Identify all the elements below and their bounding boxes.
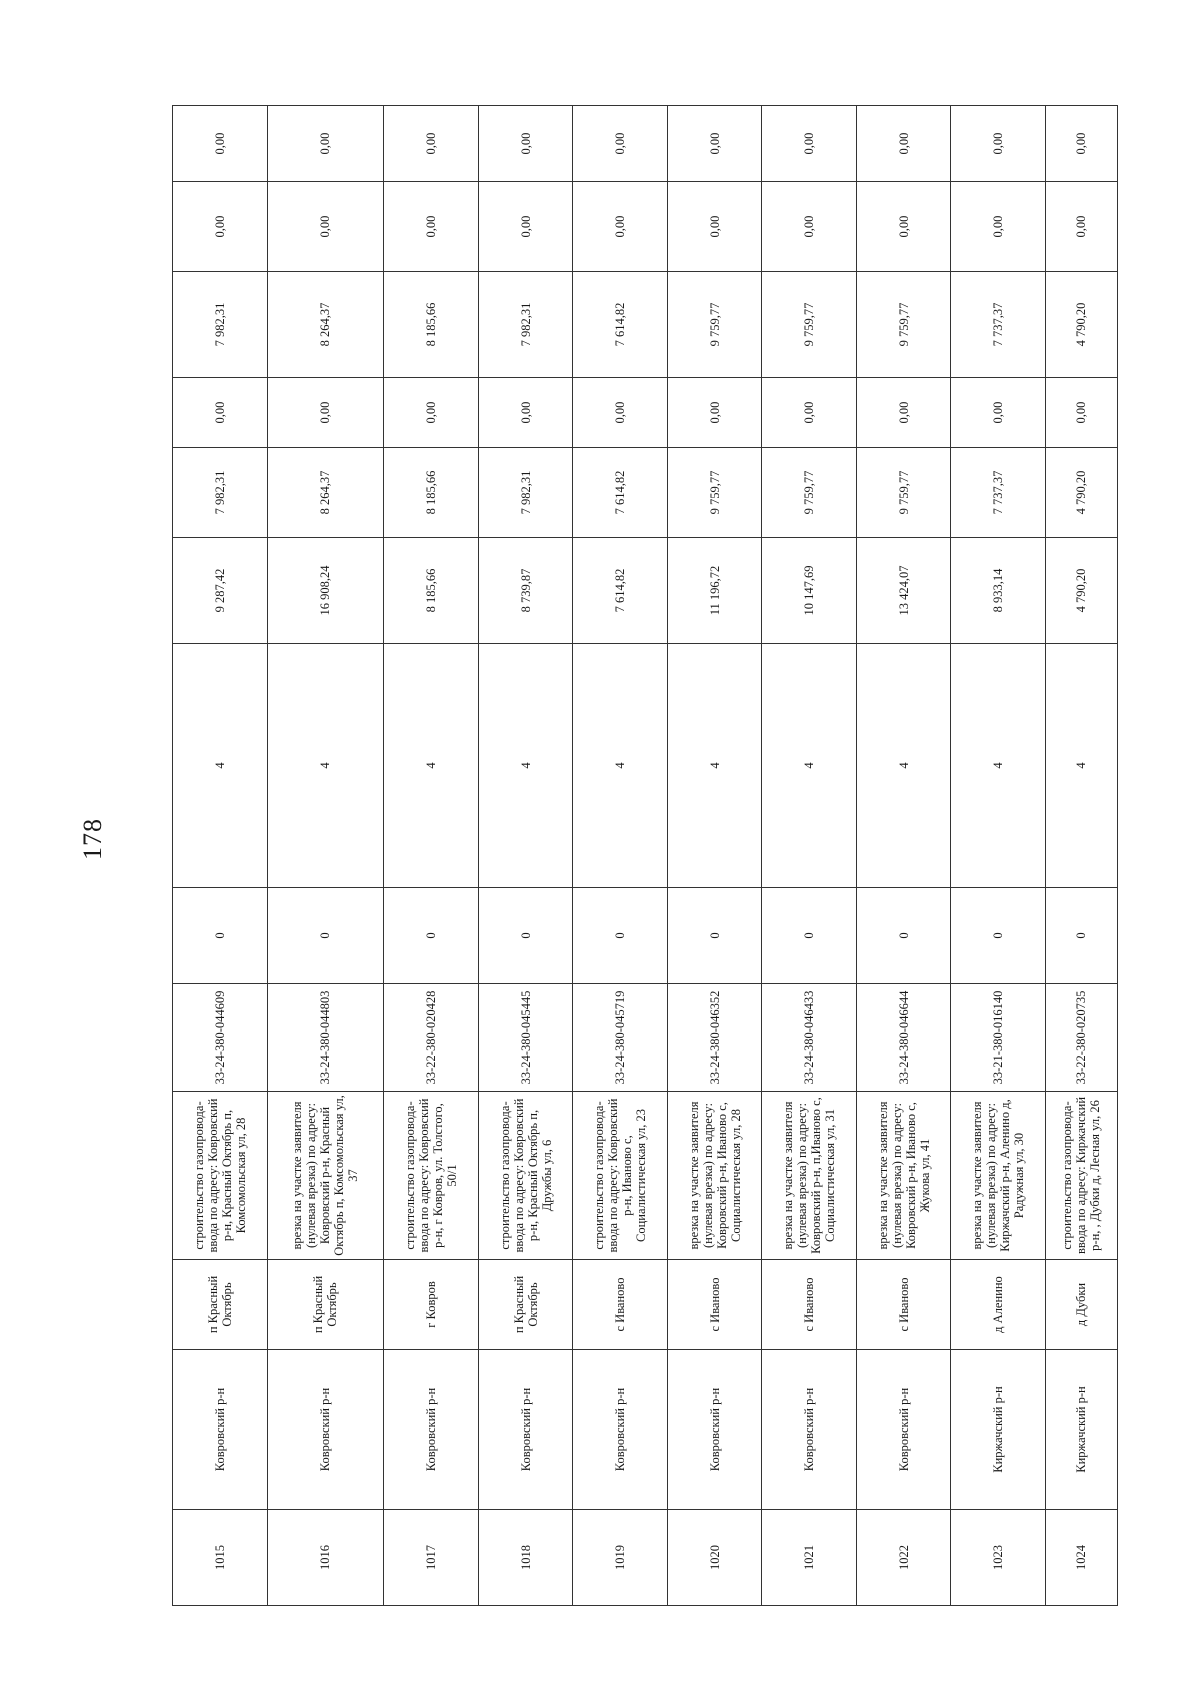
zero-value-cell: 0 [478,888,573,984]
category-value-cell: 4 [667,644,762,888]
amount-b-cell: 0,00 [762,378,857,448]
category-value-cell: 4 [267,644,384,888]
amount-e-cell: 0,00 [384,106,479,182]
cadastral-number-cell: 33-21-380-016140 [951,984,1046,1092]
table-row [667,106,762,1606]
settlement-cell: п Красный Октябрь [267,1260,384,1350]
amount-e-cell: 0,00 [667,106,762,182]
category-value-cell: 4 [856,644,951,888]
amount-total-cell: 7 614,82 [573,538,668,644]
amount-e-cell: 0,00 [856,106,951,182]
district-cell: Ковровский р-н [267,1350,384,1510]
district-cell: Ковровский р-н [856,1350,951,1510]
zero-value-cell: 0 [856,888,951,984]
amount-a-cell: 9 759,77 [667,448,762,538]
row-number: 1024 [1045,1510,1117,1606]
amount-c-cell: 9 759,77 [762,272,857,378]
amount-d-cell: 0,00 [667,182,762,272]
amount-total-cell: 9 287,42 [173,538,268,644]
amount-b-cell: 0,00 [667,378,762,448]
amount-d-cell: 0,00 [384,182,479,272]
amount-e-cell: 0,00 [267,106,384,182]
category-value-cell: 4 [762,644,857,888]
work-description-cell: врезка на участке заявителя (нулевая врезка) по адресу: Киржачский р-н, Аленино д, Радужная ул, 30 [951,1092,1046,1260]
work-description-cell: врезка на участке заявителя (нулевая врезка) по адресу: Ковровский р-н, Иваново с, Жукова ул, 41 [856,1092,951,1260]
row-number: 1017 [384,1510,479,1606]
zero-value-cell: 0 [951,888,1046,984]
amount-a-cell: 8 185,66 [384,448,479,538]
amount-total-cell: 10 147,69 [762,538,857,644]
work-description-cell: врезка на участке заявителя (нулевая врезка) по адресу: Ковровский р-н, п,Иваново с, Социалистическая ул, 31 [762,1092,857,1260]
settlement-cell: п Красный Октябрь [173,1260,268,1350]
amount-total-cell: 11 196,72 [667,538,762,644]
cadastral-number-cell: 33-22-380-020428 [384,984,479,1092]
registry-table [172,105,1118,1606]
work-description-cell: строительство газопровода-ввода по адресу: Ковровский р-н, Красный Октябрь п, Дружбы ул, 6 [478,1092,573,1260]
amount-c-cell: 7 982,31 [173,272,268,378]
table-row [267,106,384,1606]
zero-value-cell: 0 [573,888,668,984]
cadastral-number-cell: 33-24-380-046352 [667,984,762,1092]
amount-e-cell: 0,00 [478,106,573,182]
district-cell: Киржачский р-н [1045,1350,1117,1510]
cadastral-number-cell: 33-24-380-045445 [478,984,573,1092]
category-value-cell: 4 [1045,644,1117,888]
amount-b-cell: 0,00 [951,378,1046,448]
work-description-cell: строительство газопровода-ввода по адресу: Киржачский р-н, , Дубки д, Лесная ул, 26 [1045,1092,1117,1260]
settlement-cell: с Иваново [762,1260,857,1350]
settlement-cell: д Аленино [951,1260,1046,1350]
amount-a-cell: 4 790,20 [1045,448,1117,538]
amount-e-cell: 0,00 [573,106,668,182]
amount-c-cell: 4 790,20 [1045,272,1117,378]
cadastral-number-cell: 33-22-380-020735 [1045,984,1117,1092]
work-description-cell: врезка на участке заявителя (нулевая врезка) по адресу: Ковровский р-н, Красный Октябрь п, Комсомольская ул, 37 [267,1092,384,1260]
district-cell: Ковровский р-н [173,1350,268,1510]
amount-e-cell: 0,00 [1045,106,1117,182]
settlement-cell: п Красный Октябрь [478,1260,573,1350]
settlement-cell: д Дубки [1045,1260,1117,1350]
amount-d-cell: 0,00 [267,182,384,272]
amount-e-cell: 0,00 [951,106,1046,182]
amount-total-cell: 8 185,66 [384,538,479,644]
amount-total-cell: 16 908,24 [267,538,384,644]
amount-c-cell: 7 737,37 [951,272,1046,378]
amount-b-cell: 0,00 [573,378,668,448]
amount-d-cell: 0,00 [173,182,268,272]
table-row [173,106,268,1606]
district-cell: Ковровский р-н [573,1350,668,1510]
district-cell: Ковровский р-н [478,1350,573,1510]
amount-b-cell: 0,00 [267,378,384,448]
amount-a-cell: 7 737,37 [951,448,1046,538]
table-row [856,106,951,1606]
table-row [573,106,668,1606]
zero-value-cell: 0 [1045,888,1117,984]
zero-value-cell: 0 [667,888,762,984]
amount-total-cell: 8 739,87 [478,538,573,644]
district-cell: Киржачский р-н [951,1350,1046,1510]
category-value-cell: 4 [478,644,573,888]
amount-d-cell: 0,00 [951,182,1046,272]
row-number: 1021 [762,1510,857,1606]
work-description-cell: врезка на участке заявителя (нулевая врезка) по адресу: Ковровский р-н, Иваново с, Социалистическая ул, 28 [667,1092,762,1260]
amount-b-cell: 0,00 [384,378,479,448]
category-value-cell: 4 [384,644,479,888]
amount-b-cell: 0,00 [478,378,573,448]
table-row [951,106,1046,1606]
amount-c-cell: 7 614,82 [573,272,668,378]
table-row [762,106,857,1606]
amount-a-cell: 7 982,31 [173,448,268,538]
work-description-cell: строительство газопровода-ввода по адресу: Ковровский р-н, Красный Октябрь п, Комсомольская ул, 28 [173,1092,268,1260]
amount-c-cell: 7 982,31 [478,272,573,378]
amount-total-cell: 8 933,14 [951,538,1046,644]
table-row [478,106,573,1606]
amount-b-cell: 0,00 [856,378,951,448]
amount-e-cell: 0,00 [762,106,857,182]
amount-a-cell: 7 982,31 [478,448,573,538]
zero-value-cell: 0 [267,888,384,984]
amount-total-cell: 13 424,07 [856,538,951,644]
amount-d-cell: 0,00 [762,182,857,272]
table-row [384,106,479,1606]
settlement-cell: г Ковров [384,1260,479,1350]
row-number: 1023 [951,1510,1046,1606]
district-cell: Ковровский р-н [667,1350,762,1510]
district-cell: Ковровский р-н [762,1350,857,1510]
district-cell: Ковровский р-н [384,1350,479,1510]
row-number: 1019 [573,1510,668,1606]
amount-c-cell: 9 759,77 [667,272,762,378]
category-value-cell: 4 [173,644,268,888]
row-number: 1020 [667,1510,762,1606]
amount-c-cell: 8 264,37 [267,272,384,378]
amount-d-cell: 0,00 [573,182,668,272]
work-description-cell: строительство газопровода-ввода по адресу: Ковровский р-н, г Ковров, ул. Толстого, 50/1 [384,1092,479,1260]
amount-d-cell: 0,00 [1045,182,1117,272]
cadastral-number-cell: 33-24-380-045719 [573,984,668,1092]
cadastral-number-cell: 33-24-380-046433 [762,984,857,1092]
row-number: 1018 [478,1510,573,1606]
page-number: 178 [78,818,107,860]
amount-a-cell: 7 614,82 [573,448,668,538]
amount-a-cell: 9 759,77 [856,448,951,538]
zero-value-cell: 0 [384,888,479,984]
table-row [1045,106,1117,1606]
zero-value-cell: 0 [762,888,857,984]
amount-e-cell: 0,00 [173,106,268,182]
zero-value-cell: 0 [173,888,268,984]
amount-c-cell: 9 759,77 [856,272,951,378]
cadastral-number-cell: 33-24-380-044803 [267,984,384,1092]
cadastral-number-cell: 33-24-380-044609 [173,984,268,1092]
amount-b-cell: 0,00 [173,378,268,448]
row-number: 1016 [267,1510,384,1606]
row-number: 1022 [856,1510,951,1606]
row-number: 1015 [173,1510,268,1606]
table-wrapper [172,106,1118,1606]
settlement-cell: с Иваново [667,1260,762,1350]
settlement-cell: с Иваново [856,1260,951,1350]
category-value-cell: 4 [951,644,1046,888]
cadastral-number-cell: 33-24-380-046644 [856,984,951,1092]
amount-d-cell: 0,00 [478,182,573,272]
amount-a-cell: 8 264,37 [267,448,384,538]
amount-a-cell: 9 759,77 [762,448,857,538]
amount-total-cell: 4 790,20 [1045,538,1117,644]
amount-c-cell: 8 185,66 [384,272,479,378]
amount-b-cell: 0,00 [1045,378,1117,448]
amount-d-cell: 0,00 [856,182,951,272]
work-description-cell: строительство газопровода-ввода по адресу: Ковровский р-н, Иваново с, Социалистическая ул, 23 [573,1092,668,1260]
category-value-cell: 4 [573,644,668,888]
settlement-cell: с Иваново [573,1260,668,1350]
